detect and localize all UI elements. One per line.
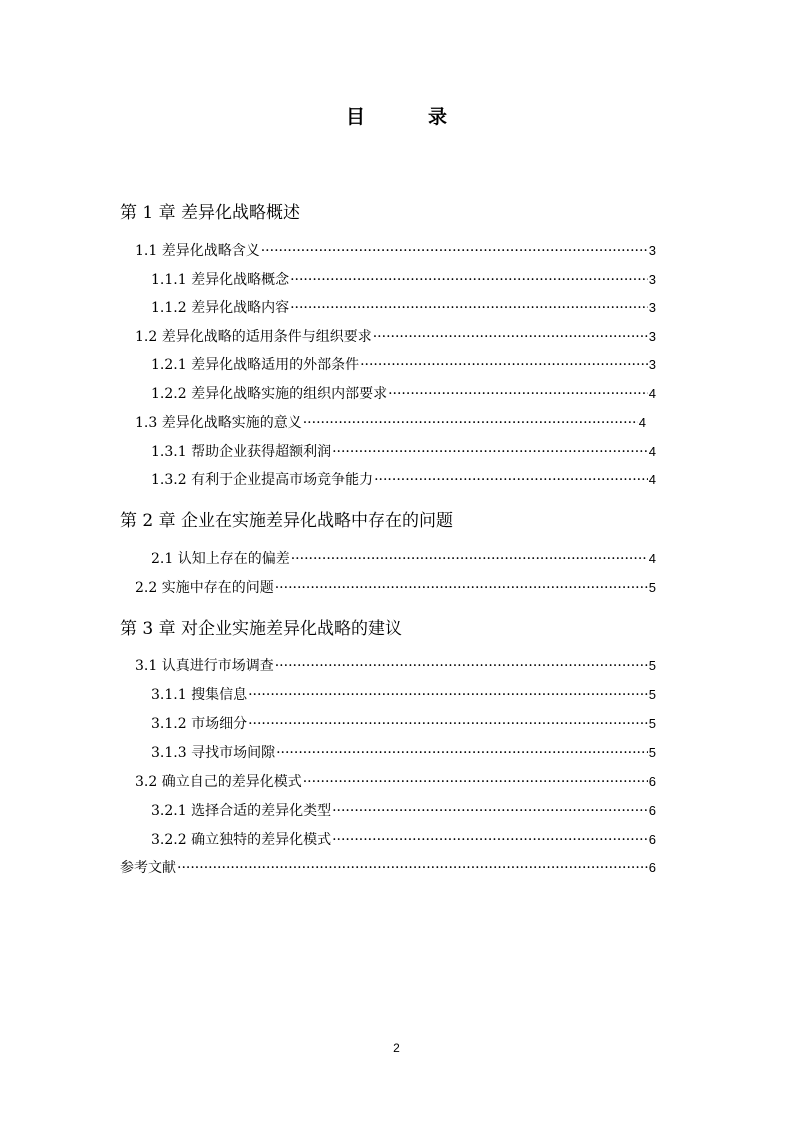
toc-entry-3-1[interactable] <box>135 656 656 676</box>
toc-entry-3-1-3[interactable] <box>151 743 656 763</box>
toc-leader-dots <box>248 714 648 734</box>
toc-entry-label: 3.1.1 搜集信息 <box>151 687 248 703</box>
toc-chapter-2[interactable]: 第 2 章 企业在实施差异化战略中存在的问题 <box>120 511 454 531</box>
toc-entry-label: 1.1.2 差异化战略内容 <box>151 300 290 316</box>
toc-chapter-3[interactable]: 第 3 章 对企业实施差异化战略的建议 <box>120 619 403 639</box>
toc-entry-2-2[interactable] <box>135 578 656 598</box>
page-number: 2 <box>393 1041 400 1055</box>
toc-entry-3-1-1[interactable] <box>151 685 656 705</box>
toc-entry-3-2-2[interactable] <box>151 830 656 850</box>
toc-leader-dots <box>332 442 648 462</box>
toc-leader-dots <box>261 241 648 261</box>
toc-entry-page: 3 <box>648 329 656 344</box>
toc-entry-1-1-2[interactable] <box>151 298 656 318</box>
toc-entry-label: 1.2 差异化战略的适用条件与组织要求 <box>135 329 372 345</box>
toc-entry-page: 4 <box>648 551 656 566</box>
toc-chapter-1[interactable]: 第 1 章 差异化战略概述 <box>120 203 301 223</box>
toc-entry-label: 3.1 认真进行市场调查 <box>135 658 274 674</box>
page-title: 目 录 <box>345 106 469 128</box>
toc-leader-dots <box>332 801 648 821</box>
toc-leader-dots <box>303 413 638 433</box>
toc-entry-page: 3 <box>648 243 656 258</box>
toc-entry-label: 3.2.2 确立独特的差异化模式 <box>151 832 332 848</box>
toc-leader-dots <box>275 578 648 598</box>
toc-entry-page: 6 <box>648 803 656 818</box>
toc-leader-dots <box>177 858 648 878</box>
toc-leader-dots <box>360 355 648 375</box>
toc-entry-1-2[interactable] <box>135 327 656 347</box>
toc-entry-label: 1.3.2 有利于企业提高市场竞争能力 <box>151 472 374 488</box>
toc-entry-page: 4 <box>638 415 646 430</box>
toc-entry-3-1-2[interactable] <box>151 714 656 734</box>
toc-leader-dots <box>332 830 648 850</box>
toc-entry-label: 1.3.1 帮助企业获得超额利润 <box>151 444 332 460</box>
toc-leader-dots <box>303 772 648 792</box>
toc-leader-dots <box>374 470 648 490</box>
toc-entry-page: 4 <box>648 386 656 401</box>
toc-entry-1-2-1[interactable] <box>151 355 656 375</box>
toc-leader-dots <box>248 685 648 705</box>
toc-entry-page: 5 <box>648 745 656 760</box>
toc-entry-2-1[interactable] <box>151 549 656 569</box>
toc-entry-page: 3 <box>648 357 656 372</box>
toc-entry-page: 4 <box>648 444 656 459</box>
toc-entry-page: 4 <box>648 472 656 487</box>
toc-entry-label: 3.2 确立自己的差异化模式 <box>135 774 302 790</box>
toc-leader-dots <box>276 743 648 763</box>
toc-leader-dots <box>388 384 648 404</box>
toc-entry-1-3-2[interactable] <box>151 470 656 490</box>
toc-entry-1-2-2[interactable] <box>151 384 656 404</box>
toc-entry-label: 3.1.2 市场细分 <box>151 716 248 732</box>
toc-entry-page: 6 <box>648 860 656 875</box>
toc-entry-label: 1.3 差异化战略实施的意义 <box>135 415 302 431</box>
toc-entry-label: 1.1.1 差异化战略概念 <box>151 272 290 288</box>
toc-entry-label: 2.1 认知上存在的偏差 <box>151 551 290 567</box>
toc-leader-dots <box>275 656 648 676</box>
toc-entry-3-2[interactable] <box>135 772 656 792</box>
toc-entry-1-3-1[interactable] <box>151 442 656 462</box>
toc-entry-label: 3.1.3 寻找市场间隙 <box>151 745 276 761</box>
toc-leader-dots <box>373 327 648 347</box>
toc-leader-dots <box>290 298 648 318</box>
toc-entry-3-2-1[interactable] <box>151 801 656 821</box>
toc-entry-label: 2.2 实施中存在的问题 <box>135 580 274 596</box>
toc-entry-page: 5 <box>648 580 656 595</box>
toc-entry-page: 3 <box>648 300 656 315</box>
toc-leader-dots <box>291 549 648 569</box>
toc-entry-1-3[interactable] <box>135 413 646 433</box>
toc-entry-references[interactable] <box>120 858 656 878</box>
toc-leader-dots <box>290 270 648 290</box>
toc-entry-page: 3 <box>648 272 656 287</box>
toc-entry-page: 5 <box>648 658 656 673</box>
toc-entry-page: 6 <box>648 832 656 847</box>
toc-entry-label: 3.2.1 选择合适的差异化类型 <box>151 803 332 819</box>
toc-entry-page: 6 <box>648 774 656 789</box>
toc-entry-label: 参考文献 <box>120 860 176 876</box>
toc-entry-page: 5 <box>648 687 656 702</box>
toc-entry-label: 1.2.1 差异化战略适用的外部条件 <box>151 357 360 373</box>
toc-entry-1-1[interactable] <box>135 241 656 261</box>
toc-entry-1-1-1[interactable] <box>151 270 656 290</box>
toc-entry-label: 1.2.2 差异化战略实施的组织内部要求 <box>151 386 388 402</box>
toc-entry-label: 1.1 差异化战略含义 <box>135 243 260 259</box>
toc-entry-page: 5 <box>648 716 656 731</box>
